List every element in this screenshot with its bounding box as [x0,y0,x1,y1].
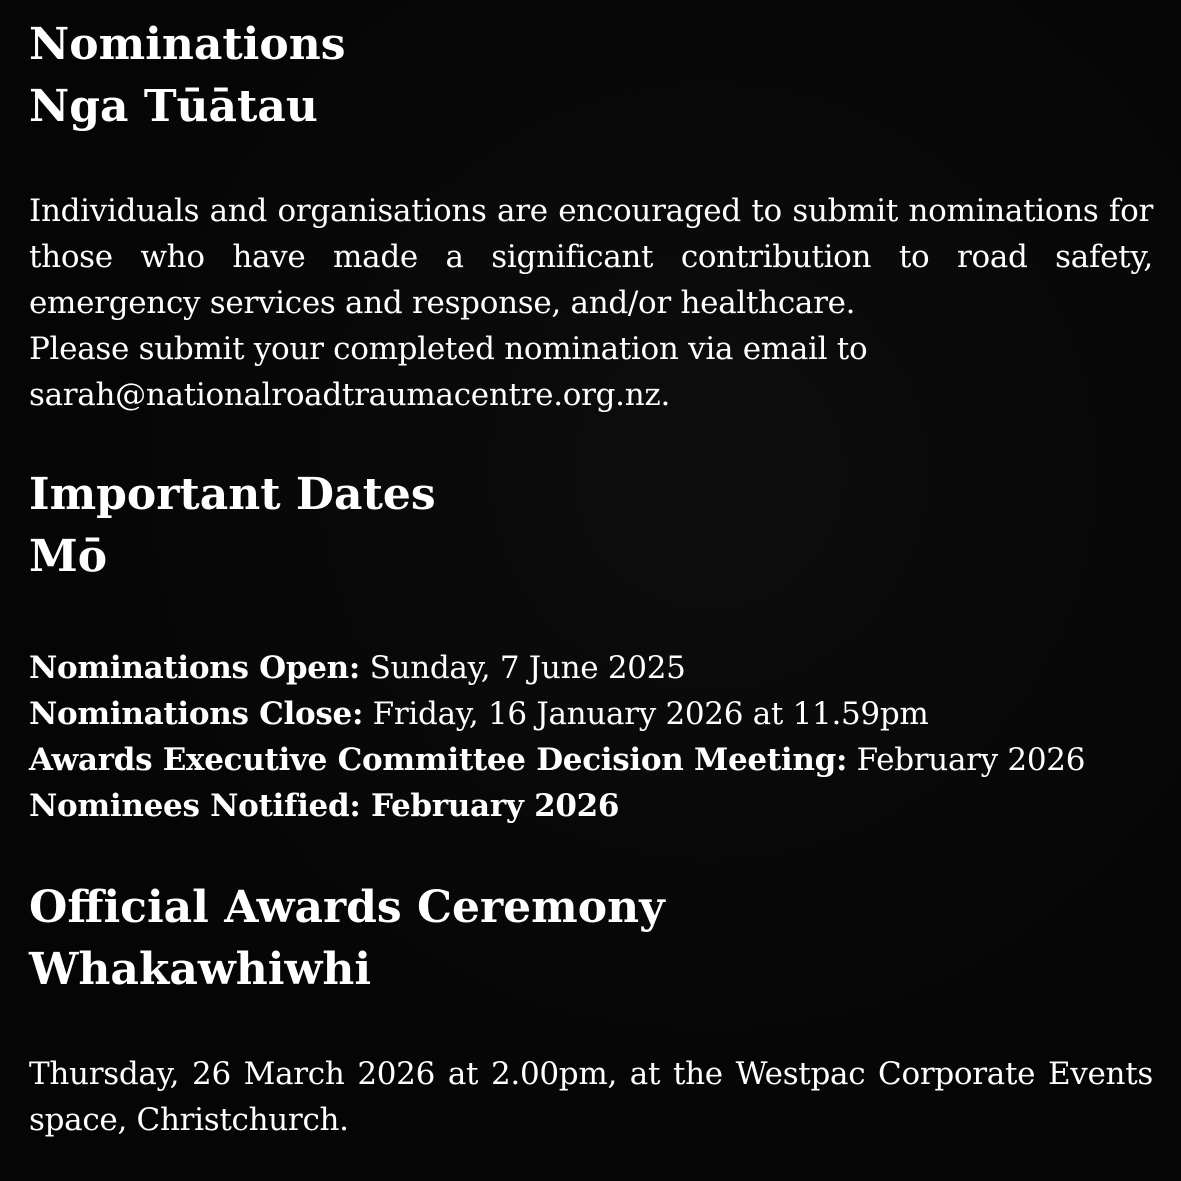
date-value: Sunday, 7 June 2025 [360,650,686,686]
important-dates-heading [29,464,1153,588]
important-dates-maori-title: Mō [29,531,108,582]
nominations-email: sarah@nationalroadtraumacentre.org.nz. [29,377,670,413]
date-row-close [29,691,1153,737]
date-label: Awards Executive Committee Decision Meeting: [29,742,848,778]
nominations-description [29,188,1153,418]
date-row-committee [29,737,1153,783]
nominations-heading [29,14,1153,138]
date-value: Friday, 16 January 2026 at 11.59pm [363,696,929,732]
dates-list [29,645,1153,829]
important-dates-section [29,464,1153,829]
ceremony-details: Thursday, 26 March 2026 at 2.00pm, at the Westpac Corporate Events space, Christchurch. [29,1056,1153,1138]
date-label: Nominees Notified: February 2026 [29,788,620,824]
date-label: Nominations Close: [29,696,364,732]
date-value: February 2026 [847,742,1086,778]
important-dates-title: Important Dates [29,469,436,520]
nominations-section [29,14,1153,418]
ceremony-section [29,877,1153,1143]
ceremony-title: Official Awards Ceremony [29,882,665,933]
nominations-title: Nominations [29,19,346,70]
nominations-maori-title: Nga Tūātau [29,81,318,132]
ceremony-maori-title: Whakawhiwhi [29,944,372,995]
date-label: Nominations Open: [29,650,361,686]
ceremony-heading [29,877,1153,1001]
nominations-submit-instruction: Please submit your completed nomination via email to [29,331,868,367]
nominations-body-text: Individuals and organisations are encouraged to submit nominations for those who have made a significant contribution to road safety, emergency services and response, and/or healthcare. [29,193,1153,321]
date-row-notified [29,783,1153,829]
date-row-open [29,645,1153,691]
